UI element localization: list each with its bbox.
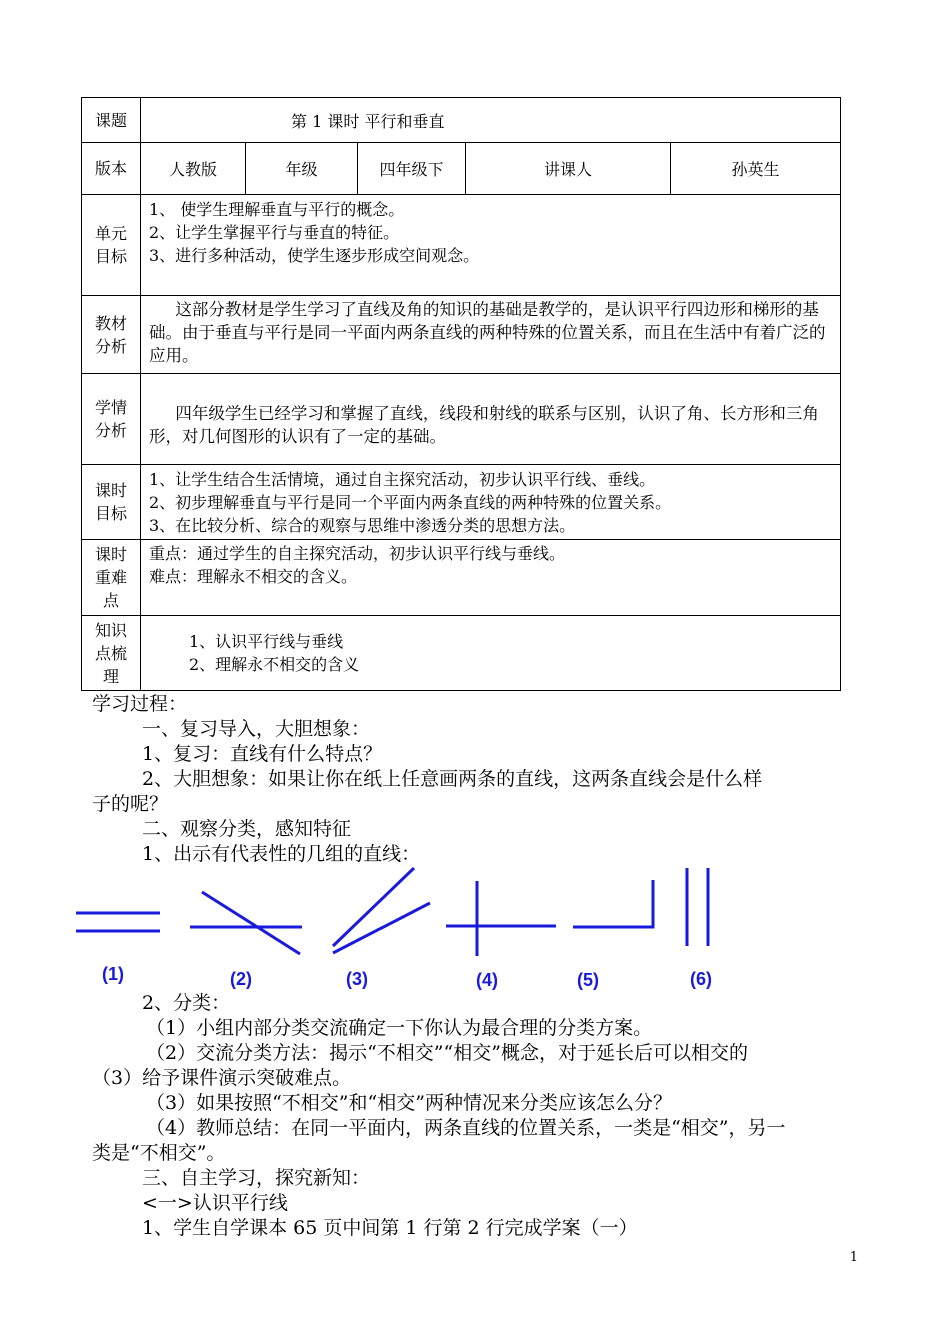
unit-goal-item: 3、进行多种活动，使学生逐步形成空间观念。 bbox=[149, 246, 480, 265]
student-analysis-label bbox=[82, 374, 141, 465]
edition-label: 版本 bbox=[82, 143, 141, 195]
figure-label-2: (2) bbox=[230, 969, 252, 989]
knowledge-point-item: 2、理解永不相交的含义 bbox=[189, 655, 360, 674]
figure-label-3: (3) bbox=[346, 969, 368, 989]
line-group-1 bbox=[76, 913, 160, 931]
key-point-item: 难点：理解永不相交的含义。 bbox=[149, 567, 358, 586]
student-analysis-text: 四年级学生已经学习和掌握了直线，线段和射线的联系与区别，认识了角、长方形和三角形，对几何图形的认识有了一定的基础。 bbox=[149, 404, 819, 446]
topic-value: 第 1 课时 平行和垂直 bbox=[141, 98, 841, 143]
section-heading: 三、自主学习，探究新知： bbox=[142, 1167, 371, 1189]
paragraph: （4）教师总结：在同一平面内，两条直线的位置关系，一类是“相交”，另一 bbox=[146, 1117, 786, 1139]
paragraph: 1、出示有代表性的几组的直线： bbox=[142, 843, 421, 865]
paragraph: （3）给予课件演示突破难点。 bbox=[92, 1067, 352, 1089]
section-heading: 一、复习导入，大胆想象： bbox=[142, 718, 371, 740]
unit-goal-item: 2、让学生掌握平行与垂直的特征。 bbox=[149, 223, 400, 242]
key-point-item: 重点：通过学生的自主探究活动，初步认识平行线与垂线。 bbox=[149, 544, 566, 563]
paragraph: （1）小组内部分类交流确定一下你认为最合理的分类方案。 bbox=[146, 1017, 653, 1039]
section-heading: 二、观察分类，感知特征 bbox=[142, 818, 352, 840]
material-analysis-content bbox=[141, 296, 841, 374]
knowledge-point-item: 1、认识平行线与垂线 bbox=[189, 632, 344, 651]
row-key-points bbox=[82, 540, 841, 616]
lesson-goal-item: 3、在比较分析、综合的观察与思维中渗透分类的思想方法。 bbox=[149, 515, 576, 535]
label-line: 目标 bbox=[94, 247, 127, 266]
learning-process-part1 bbox=[92, 692, 862, 867]
learning-process-part2 bbox=[92, 991, 862, 1241]
student-analysis-content bbox=[141, 374, 841, 465]
figure-label-6: (6) bbox=[690, 969, 712, 989]
line-group-4 bbox=[446, 881, 556, 956]
label-line: 课时 bbox=[94, 545, 127, 564]
label-line: 课时 bbox=[94, 481, 127, 500]
label-line: 理 bbox=[102, 666, 119, 686]
topic-label: 课题 bbox=[82, 98, 141, 143]
row-lesson-goals bbox=[82, 465, 841, 540]
section-heading: 学习过程： bbox=[92, 693, 188, 715]
lesson-goal-item: 2、初步理解垂直与平行是同一个平面内两条直线的两种特殊的位置关系。 bbox=[149, 492, 672, 512]
grade-label: 年级 bbox=[246, 143, 358, 195]
teacher-label: 讲课人 bbox=[466, 143, 671, 195]
edition-value: 人教版 bbox=[141, 143, 246, 195]
paragraph: （2）交流分类方法：揭示“不相交”“相交”概念，对于延长后可以相交的 bbox=[146, 1042, 748, 1064]
key-points-label bbox=[82, 540, 141, 616]
lesson-plan-table bbox=[81, 97, 841, 691]
grade-value: 四年级下 bbox=[358, 143, 466, 195]
paragraph: 2、大胆想象：如果让你在纸上任意画两条的直线，这两条直线会是什么样 bbox=[142, 768, 763, 790]
subsection-heading: <一>认识平行线 bbox=[142, 1192, 288, 1214]
knowledge-points-label bbox=[82, 616, 141, 691]
label-line: 目标 bbox=[94, 504, 127, 523]
row-edition bbox=[82, 143, 841, 195]
paragraph: （3）如果按照“不相交”和“相交”两种情况来分类应该怎么分？ bbox=[146, 1092, 672, 1114]
figure-label-5: (5) bbox=[577, 970, 599, 990]
key-points-content bbox=[141, 540, 841, 616]
lesson-goals-label bbox=[82, 465, 141, 540]
lesson-goals-content bbox=[141, 465, 841, 540]
row-student-analysis bbox=[82, 374, 841, 465]
line-group-3 bbox=[333, 868, 430, 953]
line-group-5 bbox=[573, 880, 653, 927]
label-line: 单元 bbox=[94, 224, 127, 243]
material-analysis-label bbox=[82, 296, 141, 374]
line-group-6 bbox=[687, 868, 708, 946]
row-topic bbox=[82, 98, 841, 143]
teacher-value: 孙英生 bbox=[671, 143, 841, 195]
row-knowledge-points bbox=[82, 616, 841, 691]
paragraph: 1、复习：直线有什么特点？ bbox=[142, 743, 383, 765]
line-groups-figure bbox=[0, 860, 950, 960]
paragraph: 2、分类： bbox=[142, 992, 231, 1014]
label-line: 点梳 bbox=[94, 643, 127, 663]
paragraph: 类是“不相交”。 bbox=[92, 1142, 226, 1164]
line-group-2 bbox=[190, 892, 302, 954]
material-analysis-text: 这部分教材是学生学习了直线及角的知识的基础是教学的，是认识平行四边形和梯形的基础。由于垂直与平行是同一平面内两条直线的两种特殊的位置关系，而且在生活中有着广泛的应用。 bbox=[149, 300, 826, 365]
figure-label-4: (4) bbox=[476, 970, 498, 990]
page-number: 1 bbox=[849, 1250, 858, 1265]
label-line: 教材 bbox=[94, 313, 127, 333]
paragraph: 子的呢？ bbox=[92, 793, 169, 815]
unit-goals-label bbox=[82, 195, 141, 296]
row-unit-goals bbox=[82, 195, 841, 296]
label-line: 学情 bbox=[94, 398, 127, 417]
label-line: 分析 bbox=[94, 336, 127, 356]
row-material-analysis bbox=[82, 296, 841, 374]
figure-label-1: (1) bbox=[102, 964, 124, 984]
unit-goals-content bbox=[141, 195, 841, 296]
unit-goal-item: 1、 使学生理解垂直与平行的概念。 bbox=[149, 200, 405, 219]
paragraph: 1、学生自学课本 65 页中间第 1 行第 2 行完成学案（一） bbox=[142, 1217, 638, 1239]
knowledge-points-content bbox=[141, 616, 841, 691]
label-line: 重难 bbox=[94, 568, 127, 587]
label-line: 点 bbox=[102, 591, 119, 610]
label-line: 分析 bbox=[94, 421, 127, 440]
label-line: 知识 bbox=[94, 620, 127, 640]
lesson-goal-item: 1、让学生结合生活情境，通过自主探究活动，初步认识平行线、垂线。 bbox=[149, 469, 656, 489]
